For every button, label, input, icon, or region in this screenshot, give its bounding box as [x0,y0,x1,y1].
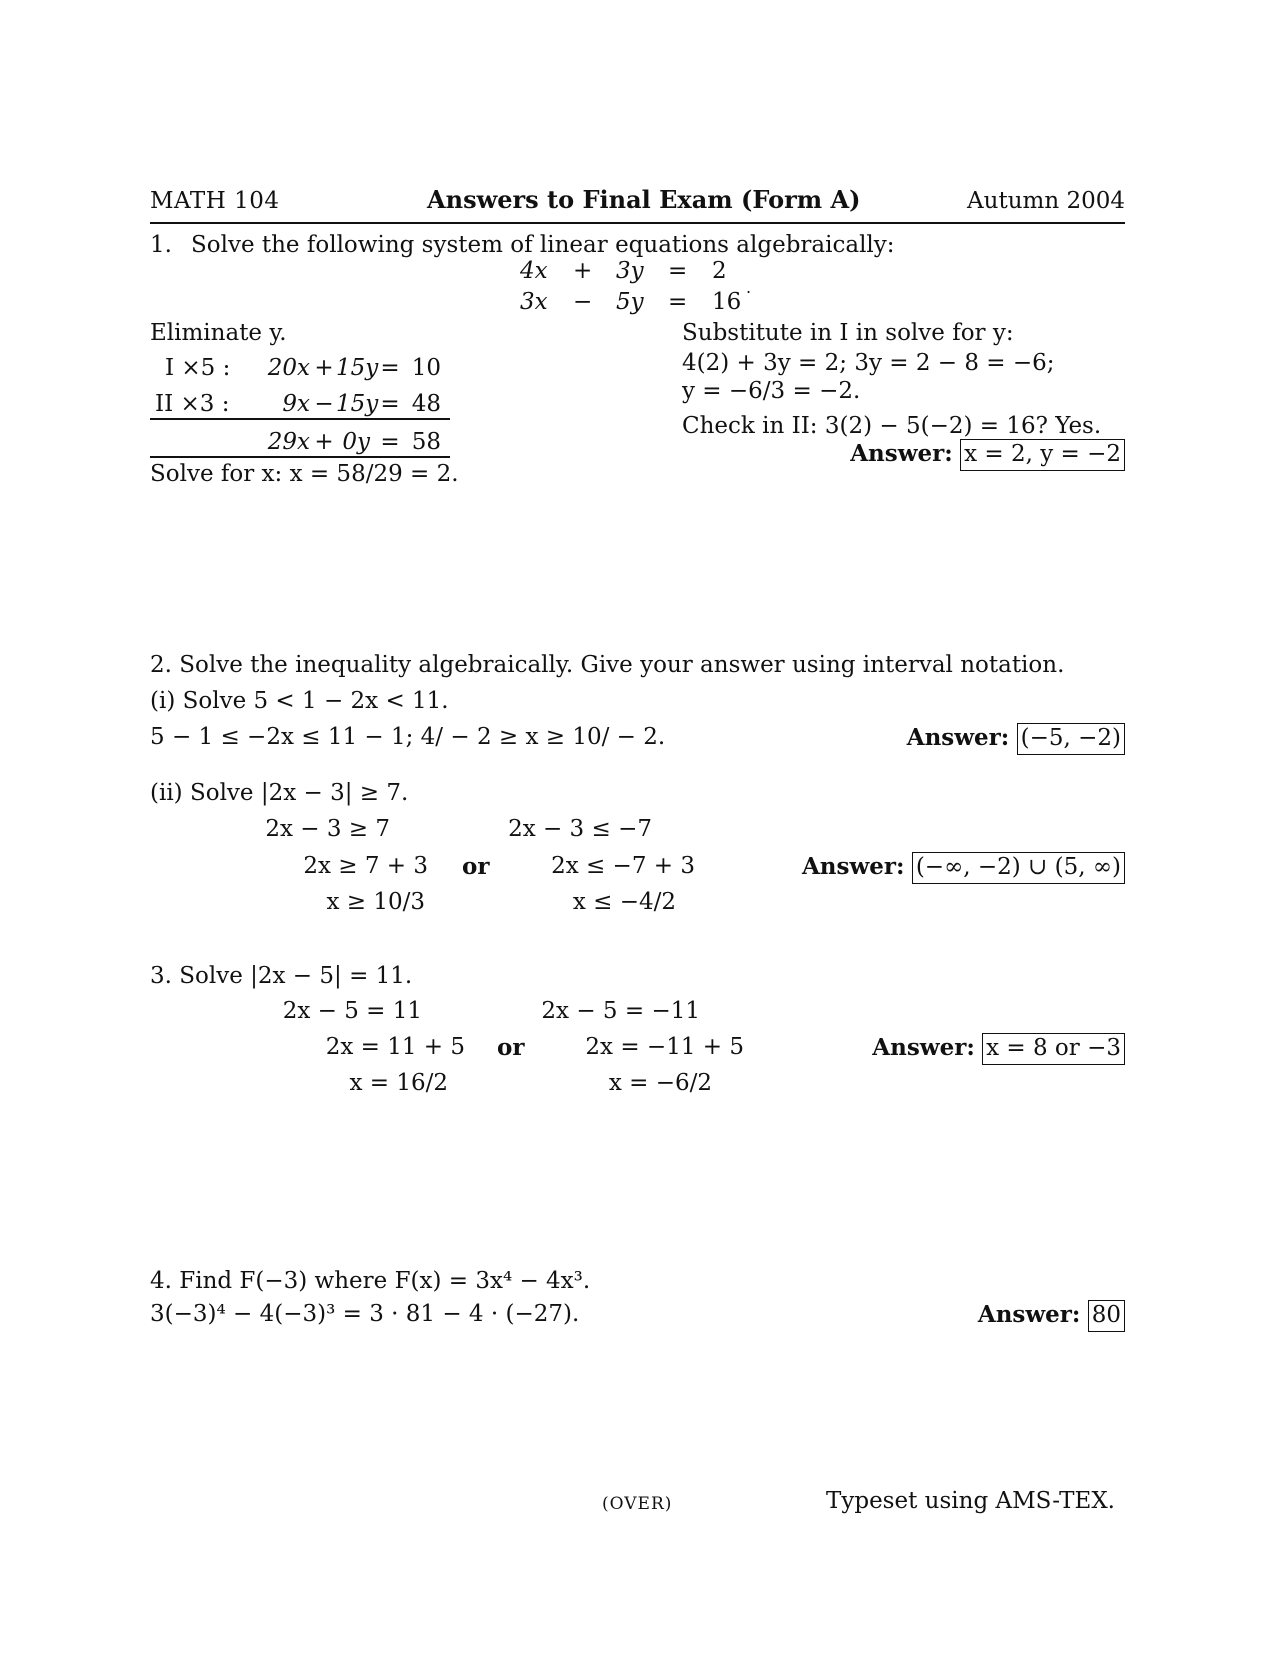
answer-box: x = 8 or −3 [982,1033,1125,1065]
q4-title: 4. Find F(−3) where F(x) = 3x⁴ − 4x³. [150,1268,591,1294]
sum-rule [150,456,450,458]
answer-box: 80 [1088,1300,1125,1332]
term-label: Autumn 2004 [967,188,1125,214]
typeset-note: Typeset using AMS-TEX. [826,1488,1115,1514]
q1-eliminate-title: Eliminate y. [150,320,287,346]
over-label: (OVER) [602,1494,673,1514]
answer-label: Answer: [850,440,953,467]
q4-work: 3(−3)⁴ − 4(−3)³ = 3 · 81 − 4 · (−27). [150,1301,580,1327]
q1-substitute-title: Substitute in I in solve for y: [682,320,1014,346]
q2-i-answer [907,726,1125,750]
q1-solve-x: Solve for x: x = 58/29 = 2. [150,461,459,487]
q1-prompt: Solve the following system of linear equations algebraically: [191,232,895,258]
q2-ii-answer [802,855,1125,879]
q1-substitute-line-1: 4(2) + 3y = 2; 3y = 2 − 8 = −6; [682,350,1055,376]
q2-i-work: 5 − 1 ≤ −2x ≤ 11 − 1; 4/ − 2 ≥ x ≥ 10/ − 2. [150,724,666,750]
page-title: Answers to Final Exam (Form A) [427,185,861,214]
elimination-rule [150,418,450,420]
q4-answer [978,1303,1125,1327]
answer-box: x = 2, y = −2 [960,439,1125,471]
q1-check: Check in II: 3(2) − 5(−2) = 16? Yes. [682,413,1102,439]
q2-ii-title: (ii) Solve |2x − 3| ≥ 7. [150,780,409,806]
q2-i-title: (i) Solve 5 < 1 − 2x < 11. [150,688,449,714]
answer-box: (−5, −2) [1017,723,1125,755]
q3-title: 3. Solve |2x − 5| = 11. [150,963,413,989]
q1-number: 1. [150,232,172,258]
answer-label: Answer: [872,1034,975,1061]
answer-label: Answer: [906,724,1010,751]
q2-prompt: 2. Solve the inequality algebraically. Give your answer using interval notation. [150,652,1065,678]
q1-answer [850,442,1125,466]
q1-substitute-line-2: y = −6/3 = −2. [682,378,861,404]
answer-label: Answer: [801,853,905,880]
q3-answer [872,1036,1125,1060]
course-label: MATH 104 [150,188,280,214]
answer-label: Answer: [977,1301,1081,1328]
header-rule [150,222,1125,224]
q2-ii-or: or [462,853,490,880]
answer-box: (−∞, −2) ∪ (5, ∞) [912,852,1125,884]
q3-or: or [497,1034,525,1061]
